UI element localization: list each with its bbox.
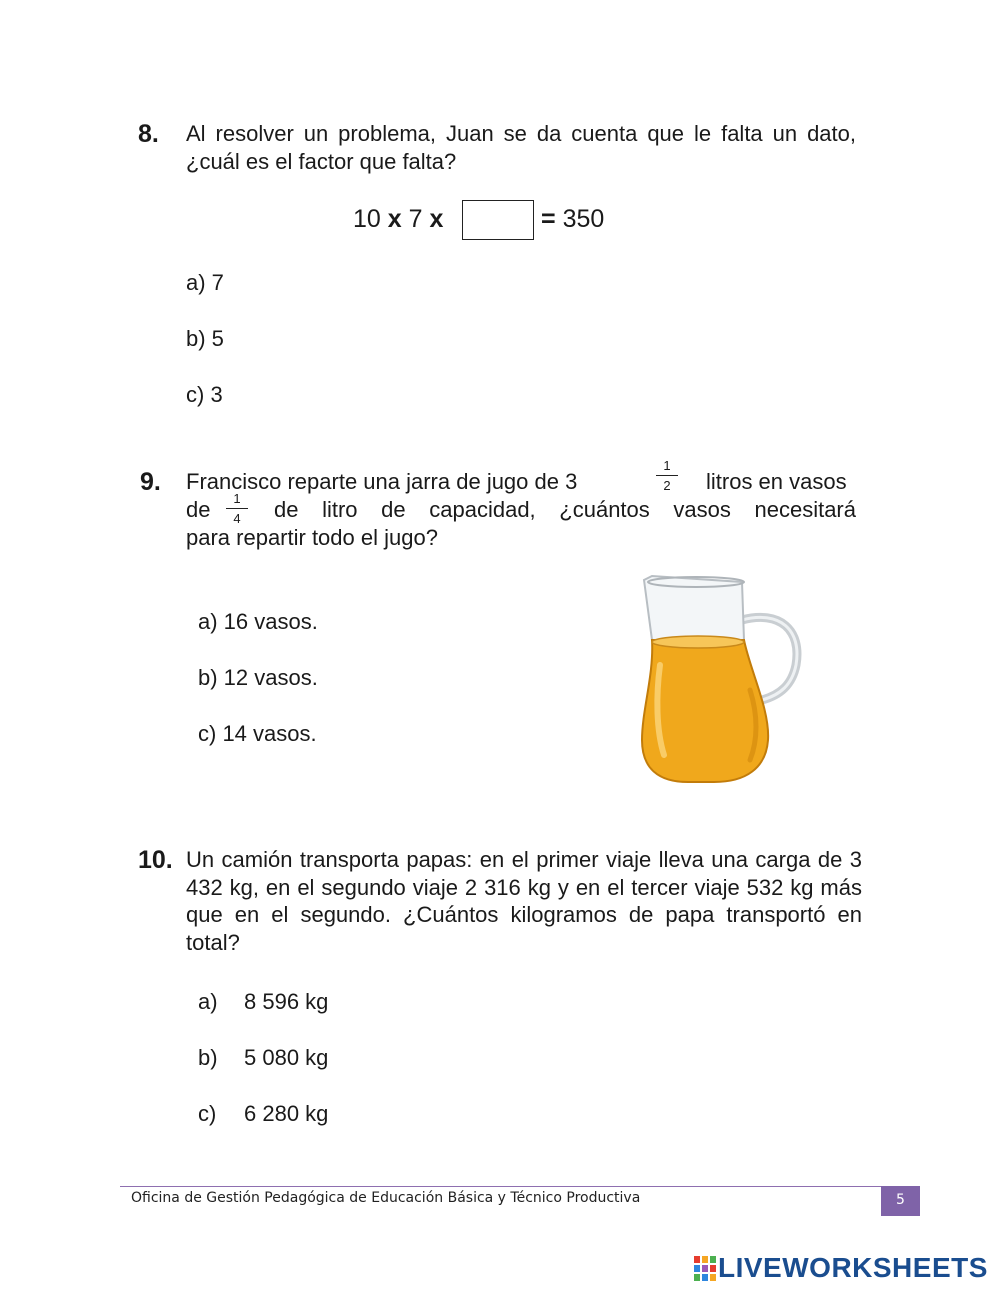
eq-term-7: 7: [408, 205, 423, 233]
eq-result: 350: [562, 205, 605, 233]
option-value: 6 280 kg: [244, 1101, 329, 1126]
question-10-text: Un camión transporta papas: en el primer viaje lleva una carga de 3 432 kg, en el segundo viaje 2 316 kg y en el tercer viaje 532 kg más que en el segundo. ¿Cuántos kilogramos de papa transportó en total?: [186, 847, 862, 955]
question-10-option-a[interactable]: [198, 989, 328, 1015]
question-10-number: 10.: [138, 846, 173, 874]
question-9-line3: para repartir todo el jugo?: [186, 525, 438, 550]
question-9-option-a[interactable]: a) 16 vasos.: [198, 609, 318, 634]
question-8-text: Al resolver un problema, Juan se da cuenta que le falta un dato, ¿cuál es el factor que falta?: [186, 121, 856, 174]
eq-equals: =: [541, 205, 556, 233]
option-value: 8 596 kg: [244, 989, 329, 1014]
page-number: 5: [881, 1186, 920, 1216]
question-9-line1-pre: Francisco reparte una jarra de jugo de 3: [186, 469, 578, 494]
question-9-line2-post: de litro de capacidad, ¿cuántos vasos necesitará: [274, 497, 856, 522]
eq-times-2: x: [429, 205, 444, 233]
fraction-one-half: [656, 458, 678, 493]
liveworksheets-brand[interactable]: LIVEWORKSHEETS: [718, 1252, 988, 1283]
question-8-option-b[interactable]: b) 5: [186, 326, 224, 351]
fraction-one-half-denominator: 2: [663, 478, 671, 493]
liveworksheets-icon: [694, 1256, 716, 1282]
option-letter: b): [198, 1045, 218, 1070]
question-8-option-c[interactable]: c) 3: [186, 382, 223, 407]
question-8-option-a[interactable]: a) 7: [186, 270, 224, 295]
fraction-one-half-numerator: 1: [663, 458, 671, 473]
question-9-option-c[interactable]: c) 14 vasos.: [198, 721, 317, 746]
question-9-number: 9.: [140, 468, 161, 496]
question-10-option-c[interactable]: [198, 1101, 328, 1127]
eq-term-10: 10: [353, 205, 381, 233]
missing-factor-input[interactable]: [462, 200, 534, 240]
fraction-one-quarter-denominator: 4: [233, 511, 241, 526]
eq-times-1: x: [387, 205, 402, 233]
question-10-option-b[interactable]: [198, 1045, 328, 1071]
question-9-line1-post: litros en vasos: [706, 469, 847, 494]
option-letter: c): [198, 1101, 217, 1126]
footer-office-name: Oficina de Gestión Pedagógica de Educación Básica y Técnico Productiva: [131, 1190, 641, 1206]
fraction-one-quarter-numerator: 1: [233, 491, 241, 506]
question-8-number: 8.: [138, 120, 159, 148]
question-8-equation-right: [541, 205, 604, 234]
question-8-equation-left: [353, 205, 443, 234]
option-letter: a): [198, 989, 218, 1014]
footer-divider: [120, 1186, 920, 1187]
juice-pitcher-image: [630, 570, 810, 790]
option-value: 5 080 kg: [244, 1045, 329, 1070]
question-9-option-b[interactable]: b) 12 vasos.: [198, 665, 318, 690]
fraction-one-quarter: [226, 491, 248, 526]
question-9-line2-pre: de: [186, 497, 211, 522]
